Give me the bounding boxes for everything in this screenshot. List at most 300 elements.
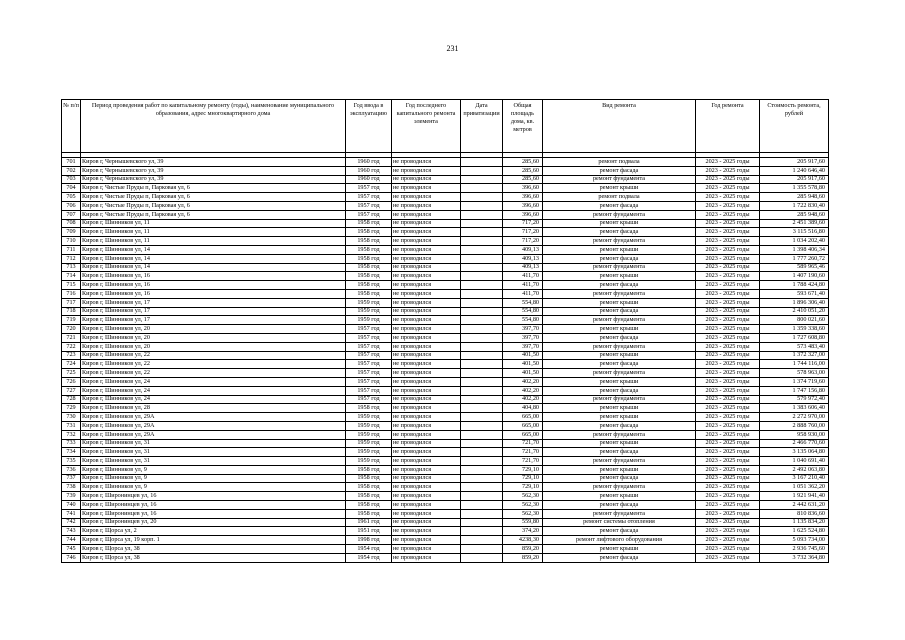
cell-year-built: 1959 год: [346, 307, 392, 316]
cell-privatization: [461, 184, 503, 193]
cell-num: 722: [62, 342, 81, 351]
cell-area: 401,50: [503, 351, 543, 360]
cell-last-repair: не проводился: [392, 298, 461, 307]
cell-cost: 2 492 063,80: [760, 465, 829, 474]
cell-last-repair: не проводился: [392, 325, 461, 334]
table-row: [62, 184, 829, 193]
cell-area: 401,50: [503, 369, 543, 378]
cell-repair-period: 2023 - 2025 годы: [696, 289, 760, 298]
cell-address: Киров г, Шинников ул, 20: [81, 325, 346, 334]
cell-privatization: [461, 377, 503, 386]
cell-privatization: [461, 509, 503, 518]
cell-repair-type: ремонт фундамента: [543, 483, 696, 492]
table-row: [62, 501, 829, 510]
cell-privatization: [461, 193, 503, 202]
cell-num: 736: [62, 465, 81, 474]
cell-area: 665,00: [503, 413, 543, 422]
cell-area: 411,70: [503, 289, 543, 298]
cell-repair-type: ремонт системы отопления: [543, 518, 696, 527]
table-row: [62, 333, 829, 342]
cell-num: 704: [62, 184, 81, 193]
cell-address: Киров г, Шинников ул, 31: [81, 448, 346, 457]
cell-privatization: [461, 316, 503, 325]
table-row: [62, 483, 829, 492]
cell-year-built: 1959 год: [346, 413, 392, 422]
cell-last-repair: не проводился: [392, 201, 461, 210]
cell-privatization: [461, 201, 503, 210]
cell-address: Киров г, Шинников ул, 11: [81, 228, 346, 237]
cell-address: Киров г, Шинников ул, 31: [81, 457, 346, 466]
cell-repair-type: ремонт крыши: [543, 413, 696, 422]
cell-repair-type: ремонт фасада: [543, 166, 696, 175]
cell-address: Киров г, Шинников ул, 17: [81, 316, 346, 325]
header-year-built: Год ввода в эксплуатацию: [346, 100, 392, 153]
cell-privatization: [461, 474, 503, 483]
cell-year-built: 1959 год: [346, 439, 392, 448]
cell-repair-type: ремонт фасада: [543, 281, 696, 290]
cell-repair-period: 2023 - 2025 годы: [696, 404, 760, 413]
cell-last-repair: не проводился: [392, 545, 461, 554]
cell-area: 665,00: [503, 421, 543, 430]
table-row: [62, 386, 829, 395]
cell-area: 396,60: [503, 184, 543, 193]
cell-year-built: 1957 год: [346, 342, 392, 351]
cell-area: 285,60: [503, 175, 543, 184]
cell-last-repair: не проводился: [392, 307, 461, 316]
cell-address: Киров г, Шинников ул, 14: [81, 254, 346, 263]
cell-year-built: 1960 год: [346, 166, 392, 175]
cell-num: 703: [62, 175, 81, 184]
table-row: [62, 553, 829, 562]
cell-last-repair: не проводился: [392, 377, 461, 386]
cell-address: Киров г, Шинников ул, 17: [81, 307, 346, 316]
cell-last-repair: не проводился: [392, 342, 461, 351]
cell-num: 711: [62, 245, 81, 254]
cell-repair-period: 2023 - 2025 годы: [696, 518, 760, 527]
cell-area: 554,80: [503, 298, 543, 307]
cell-num: 720: [62, 325, 81, 334]
cell-num: 715: [62, 281, 81, 290]
cell-area: 409,13: [503, 263, 543, 272]
cell-cost: 1 398 406,34: [760, 245, 829, 254]
table-row: [62, 439, 829, 448]
cell-cost: 2 410 051,20: [760, 307, 829, 316]
cell-address: Киров г, Шинников ул, 22: [81, 360, 346, 369]
cell-last-repair: не проводился: [392, 474, 461, 483]
cell-year-built: 1957 год: [346, 325, 392, 334]
cell-cost: 593 671,40: [760, 289, 829, 298]
cell-privatization: [461, 272, 503, 281]
cell-cost: 1 051 362,20: [760, 483, 829, 492]
cell-address: Киров г, Шинников ул, 11: [81, 219, 346, 228]
cell-repair-type: ремонт фасада: [543, 360, 696, 369]
cell-cost: 1 355 578,80: [760, 184, 829, 193]
cell-last-repair: не проводился: [392, 404, 461, 413]
cell-last-repair: не проводился: [392, 228, 461, 237]
cell-cost: 800 021,60: [760, 316, 829, 325]
cell-area: 717,20: [503, 237, 543, 246]
cell-year-built: 1958 год: [346, 492, 392, 501]
cell-repair-period: 2023 - 2025 годы: [696, 501, 760, 510]
table-row: [62, 457, 829, 466]
cell-cost: 5 093 734,00: [760, 536, 829, 545]
cell-year-built: 1961 год: [346, 518, 392, 527]
cell-last-repair: не проводился: [392, 193, 461, 202]
cell-cost: 3 167 210,40: [760, 474, 829, 483]
cell-address: Киров г, Шинников ул, 24: [81, 395, 346, 404]
cell-repair-period: 2023 - 2025 годы: [696, 430, 760, 439]
cell-privatization: [461, 518, 503, 527]
cell-privatization: [461, 501, 503, 510]
repair-register-table: [61, 99, 829, 563]
cell-year-built: 1958 год: [346, 509, 392, 518]
cell-repair-type: ремонт фундамента: [543, 342, 696, 351]
cell-year-built: 1957 год: [346, 210, 392, 219]
cell-address: Киров г, Шинников ул, 24: [81, 377, 346, 386]
cell-address: Киров г, Чернышевского ул, 39: [81, 158, 346, 167]
table-row: [62, 158, 829, 167]
cell-privatization: [461, 166, 503, 175]
cell-year-built: 1958 год: [346, 272, 392, 281]
cell-repair-type: ремонт фундамента: [543, 457, 696, 466]
cell-year-built: 1960 год: [346, 158, 392, 167]
cell-cost: 1 777 260,72: [760, 254, 829, 263]
cell-repair-period: 2023 - 2025 годы: [696, 527, 760, 536]
cell-address: Киров г, Шинников ул, 22: [81, 351, 346, 360]
cell-num: 729: [62, 404, 81, 413]
table-row: [62, 492, 829, 501]
cell-privatization: [461, 175, 503, 184]
cell-area: 397,70: [503, 325, 543, 334]
cell-year-built: 1959 год: [346, 457, 392, 466]
cell-address: Киров г, Шинников ул, 22: [81, 369, 346, 378]
cell-num: 714: [62, 272, 81, 281]
cell-repair-type: ремонт крыши: [543, 377, 696, 386]
cell-last-repair: не проводился: [392, 289, 461, 298]
cell-repair-period: 2023 - 2025 годы: [696, 166, 760, 175]
cell-repair-type: ремонт фасада: [543, 474, 696, 483]
cell-repair-period: 2023 - 2025 годы: [696, 219, 760, 228]
table-body: [62, 158, 829, 563]
cell-area: 665,00: [503, 430, 543, 439]
cell-repair-period: 2023 - 2025 годы: [696, 158, 760, 167]
cell-privatization: [461, 413, 503, 422]
table-row: [62, 474, 829, 483]
cell-cost: 589 965,46: [760, 263, 829, 272]
cell-year-built: 1958 год: [346, 281, 392, 290]
cell-num: 710: [62, 237, 81, 246]
cell-year-built: 1958 год: [346, 474, 392, 483]
header-privatization: Дата приватизации: [461, 100, 503, 153]
cell-last-repair: не проводился: [392, 457, 461, 466]
cell-repair-period: 2023 - 2025 годы: [696, 201, 760, 210]
cell-repair-type: ремонт фундамента: [543, 369, 696, 378]
cell-cost: 205 917,60: [760, 175, 829, 184]
cell-year-built: 1951 год: [346, 527, 392, 536]
cell-address: Киров г, Щорса ул, 2: [81, 527, 346, 536]
cell-last-repair: не проводился: [392, 553, 461, 562]
table-row: [62, 448, 829, 457]
cell-repair-period: 2023 - 2025 годы: [696, 457, 760, 466]
cell-address: Киров г, Шинников ул, 9: [81, 483, 346, 492]
cell-repair-type: ремонт фасада: [543, 553, 696, 562]
cell-repair-type: ремонт фундамента: [543, 509, 696, 518]
cell-year-built: 1958 год: [346, 245, 392, 254]
cell-repair-type: ремонт фундамента: [543, 316, 696, 325]
cell-cost: 285 948,60: [760, 210, 829, 219]
cell-cost: 3 135 064,80: [760, 448, 829, 457]
table-row: [62, 281, 829, 290]
cell-privatization: [461, 439, 503, 448]
cell-cost: 2 936 745,60: [760, 545, 829, 554]
cell-address: Киров г, Щорса ул, 38: [81, 553, 346, 562]
cell-num: 718: [62, 307, 81, 316]
cell-repair-type: ремонт фундамента: [543, 395, 696, 404]
cell-last-repair: не проводился: [392, 501, 461, 510]
cell-privatization: [461, 289, 503, 298]
cell-area: 402,20: [503, 395, 543, 404]
cell-area: 401,50: [503, 360, 543, 369]
cell-address: Киров г, Широнинцев ул, 16: [81, 501, 346, 510]
table-row: [62, 219, 829, 228]
cell-repair-type: ремонт фундамента: [543, 289, 696, 298]
cell-area: 721,70: [503, 439, 543, 448]
table-row: [62, 263, 829, 272]
cell-area: 397,70: [503, 342, 543, 351]
cell-year-built: 1957 год: [346, 193, 392, 202]
cell-address: Киров г, Шинников ул, 16: [81, 272, 346, 281]
header-num: № п/п: [62, 100, 81, 153]
cell-repair-period: 2023 - 2025 годы: [696, 228, 760, 237]
table-row: [62, 193, 829, 202]
cell-year-built: 1957 год: [346, 333, 392, 342]
cell-repair-type: ремонт крыши: [543, 245, 696, 254]
cell-year-built: 1957 год: [346, 184, 392, 193]
cell-repair-type: ремонт фундамента: [543, 263, 696, 272]
cell-privatization: [461, 386, 503, 395]
header-area: Общая площадь дома, кв. метров: [503, 100, 543, 153]
cell-address: Киров г, Чистые Пруды п, Парковая ул, 6: [81, 184, 346, 193]
cell-privatization: [461, 351, 503, 360]
cell-cost: 2 451 389,60: [760, 219, 829, 228]
cell-cost: 579 972,40: [760, 395, 829, 404]
cell-privatization: [461, 360, 503, 369]
table-row: [62, 237, 829, 246]
cell-privatization: [461, 263, 503, 272]
cell-repair-period: 2023 - 2025 годы: [696, 395, 760, 404]
cell-last-repair: не проводился: [392, 483, 461, 492]
cell-repair-type: ремонт крыши: [543, 545, 696, 554]
cell-last-repair: не проводился: [392, 281, 461, 290]
cell-last-repair: не проводился: [392, 527, 461, 536]
cell-last-repair: не проводился: [392, 518, 461, 527]
table-row: [62, 377, 829, 386]
cell-repair-type: ремонт крыши: [543, 439, 696, 448]
cell-privatization: [461, 404, 503, 413]
cell-cost: 285 948,60: [760, 193, 829, 202]
cell-privatization: [461, 228, 503, 237]
table-row: [62, 298, 829, 307]
cell-last-repair: не проводился: [392, 219, 461, 228]
cell-repair-period: 2023 - 2025 годы: [696, 553, 760, 562]
cell-last-repair: не проводился: [392, 430, 461, 439]
table-row: [62, 307, 829, 316]
cell-repair-period: 2023 - 2025 годы: [696, 536, 760, 545]
cell-repair-type: ремонт фасада: [543, 527, 696, 536]
cell-address: Киров г, Широнинцев ул, 16: [81, 492, 346, 501]
cell-num: 731: [62, 421, 81, 430]
cell-year-built: 1959 год: [346, 316, 392, 325]
cell-cost: 2 442 631,20: [760, 501, 829, 510]
table-row: [62, 536, 829, 545]
cell-privatization: [461, 325, 503, 334]
cell-repair-period: 2023 - 2025 годы: [696, 263, 760, 272]
cell-repair-period: 2023 - 2025 годы: [696, 474, 760, 483]
cell-repair-period: 2023 - 2025 годы: [696, 465, 760, 474]
cell-repair-period: 2023 - 2025 годы: [696, 210, 760, 219]
cell-num: 734: [62, 448, 81, 457]
cell-cost: 958 930,00: [760, 430, 829, 439]
cell-address: Киров г, Щорса ул, 38: [81, 545, 346, 554]
cell-cost: 1 896 306,40: [760, 298, 829, 307]
cell-num: 705: [62, 193, 81, 202]
table-row: [62, 509, 829, 518]
cell-cost: 578 963,00: [760, 369, 829, 378]
cell-privatization: [461, 421, 503, 430]
cell-num: 739: [62, 492, 81, 501]
cell-repair-period: 2023 - 2025 годы: [696, 492, 760, 501]
cell-repair-period: 2023 - 2025 годы: [696, 360, 760, 369]
cell-num: 737: [62, 474, 81, 483]
cell-privatization: [461, 430, 503, 439]
cell-cost: 573 483,40: [760, 342, 829, 351]
cell-repair-type: ремонт крыши: [543, 184, 696, 193]
cell-repair-type: ремонт крыши: [543, 404, 696, 413]
cell-year-built: 1959 год: [346, 298, 392, 307]
cell-address: Киров г, Шинников ул, 29А: [81, 430, 346, 439]
cell-address: Киров г, Чистые Пруды п, Парковая ул, 6: [81, 210, 346, 219]
cell-repair-type: ремонт фасада: [543, 501, 696, 510]
cell-address: Киров г, Шинников ул, 14: [81, 263, 346, 272]
cell-address: Киров г, Шинников ул, 16: [81, 289, 346, 298]
cell-cost: 1 240 646,40: [760, 166, 829, 175]
cell-num: 702: [62, 166, 81, 175]
cell-address: Киров г, Чернышевского ул, 39: [81, 175, 346, 184]
cell-repair-period: 2023 - 2025 годы: [696, 325, 760, 334]
header-repair-type: Вид ремонта: [543, 100, 696, 153]
cell-cost: 1 359 338,60: [760, 325, 829, 334]
cell-repair-type: ремонт крыши: [543, 492, 696, 501]
cell-num: 724: [62, 360, 81, 369]
cell-address: Киров г, Шинников ул, 11: [81, 237, 346, 246]
cell-year-built: 1959 год: [346, 421, 392, 430]
cell-year-built: 1958 год: [346, 237, 392, 246]
cell-privatization: [461, 307, 503, 316]
cell-num: 708: [62, 219, 81, 228]
cell-area: 402,20: [503, 377, 543, 386]
cell-privatization: [461, 333, 503, 342]
cell-last-repair: не проводился: [392, 184, 461, 193]
cell-repair-period: 2023 - 2025 годы: [696, 281, 760, 290]
cell-num: 726: [62, 377, 81, 386]
cell-repair-period: 2023 - 2025 годы: [696, 184, 760, 193]
cell-area: 411,70: [503, 272, 543, 281]
table-row: [62, 325, 829, 334]
page-number: 231: [446, 44, 459, 53]
cell-year-built: 1960 год: [346, 175, 392, 184]
cell-area: 409,13: [503, 254, 543, 263]
table-row: [62, 369, 829, 378]
cell-cost: 2 888 760,00: [760, 421, 829, 430]
cell-privatization: [461, 457, 503, 466]
cell-repair-type: ремонт фасада: [543, 333, 696, 342]
cell-area: 729,10: [503, 465, 543, 474]
cell-cost: 1 727 608,80: [760, 333, 829, 342]
table-row: [62, 228, 829, 237]
table-row: [62, 351, 829, 360]
cell-repair-period: 2023 - 2025 годы: [696, 307, 760, 316]
cell-last-repair: не проводился: [392, 272, 461, 281]
cell-year-built: 1959 год: [346, 430, 392, 439]
cell-privatization: [461, 369, 503, 378]
cell-address: Киров г, Чернышевского ул, 39: [81, 166, 346, 175]
cell-cost: 1 921 941,40: [760, 492, 829, 501]
cell-area: 404,80: [503, 404, 543, 413]
cell-num: 741: [62, 509, 81, 518]
table-row: [62, 254, 829, 263]
cell-last-repair: не проводился: [392, 360, 461, 369]
cell-cost: 1 135 834,20: [760, 518, 829, 527]
cell-cost: 1 372 327,00: [760, 351, 829, 360]
cell-last-repair: не проводился: [392, 254, 461, 263]
cell-area: 717,20: [503, 228, 543, 237]
cell-area: 285,60: [503, 158, 543, 167]
cell-repair-period: 2023 - 2025 годы: [696, 351, 760, 360]
cell-repair-type: ремонт подвала: [543, 193, 696, 202]
cell-num: 732: [62, 430, 81, 439]
cell-num: 706: [62, 201, 81, 210]
cell-year-built: 1958 год: [346, 219, 392, 228]
cell-last-repair: не проводился: [392, 351, 461, 360]
cell-cost: 1 747 156,80: [760, 386, 829, 395]
cell-repair-type: ремонт крыши: [543, 465, 696, 474]
cell-num: 723: [62, 351, 81, 360]
cell-cost: 1 744 116,00: [760, 360, 829, 369]
cell-area: 729,10: [503, 474, 543, 483]
cell-last-repair: не проводился: [392, 465, 461, 474]
cell-year-built: 1957 год: [346, 201, 392, 210]
cell-year-built: 1957 год: [346, 377, 392, 386]
cell-repair-period: 2023 - 2025 годы: [696, 175, 760, 184]
cell-last-repair: не проводился: [392, 158, 461, 167]
cell-address: Киров г, Шинников ул, 29А: [81, 421, 346, 430]
cell-repair-period: 2023 - 2025 годы: [696, 298, 760, 307]
cell-num: 730: [62, 413, 81, 422]
cell-year-built: 1957 год: [346, 351, 392, 360]
header-address: Период проведения работ по капитальному ремонту (годы), наименование муниципального образования, адрес многоквартирного дома: [81, 100, 346, 153]
cell-privatization: [461, 237, 503, 246]
table-row: [62, 360, 829, 369]
cell-year-built: 1957 год: [346, 369, 392, 378]
cell-num: 735: [62, 457, 81, 466]
header-last-repair: Год последнего капитального ремонта элемента: [392, 100, 461, 153]
cell-repair-period: 2023 - 2025 годы: [696, 509, 760, 518]
cell-privatization: [461, 245, 503, 254]
cell-repair-type: ремонт фундамента: [543, 175, 696, 184]
cell-address: Киров г, Шинников ул, 29А: [81, 413, 346, 422]
cell-area: 397,70: [503, 333, 543, 342]
cell-repair-type: ремонт лифтового оборудования: [543, 536, 696, 545]
